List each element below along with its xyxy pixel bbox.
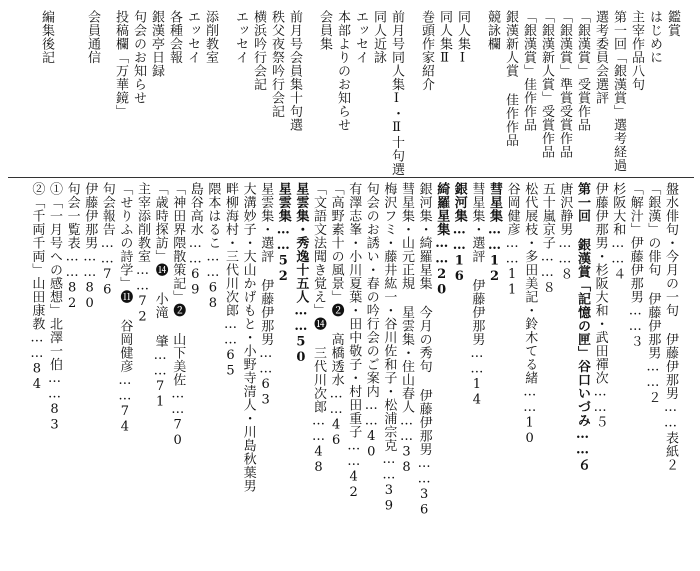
toc-entry: 大溝妙子・大山かげもと・小野寺清人・川島秋葉男 [240, 182, 256, 493]
toc-entry: 松代展枝・多田美記・鈴木てる緒……10 [522, 182, 538, 447]
toc-entry: 銀河集……16 [451, 182, 467, 285]
section-heading: エッセイ [185, 10, 200, 64]
toc-entry: 「文語文法聞き覚え」⓮ 三代川次郎……48 [311, 182, 326, 476]
section-heading: 第一回「銀漢賞」選考経過 [611, 10, 626, 172]
section-heading: エッセイ [233, 10, 248, 64]
section-heading: 「銀漢賞」準賞受賞作品 [557, 10, 572, 159]
toc-entry: ②「千両千両」山田康教……84 [29, 182, 45, 393]
section-heading: 横浜吟行会記 [251, 10, 266, 91]
toc-entry: ①「一月号への感想」北澤一伯……83 [47, 182, 62, 433]
section-heading: 同人集Ⅱ [437, 10, 452, 66]
section-heading: 鑑賞 [665, 10, 680, 37]
section-heading: 競詠欄 [485, 10, 500, 51]
section-heading: 句会のお知らせ [131, 10, 146, 105]
section-heading: 投稿欄「万華鏡」 [113, 10, 128, 118]
toc-entry: 「銀漢」の俳句 伊藤伊那男……２ [645, 182, 661, 404]
toc-entry: 彗星集・山元正規 星雲集・住山春人……38 [399, 182, 414, 476]
toc-entry: 句会一覧表……82 [64, 182, 80, 312]
toc-entry: 杉阪大和……４ [610, 182, 626, 281]
section-heading: 各種会報 [167, 10, 182, 64]
toc-entry: 「神田界隈散策記」❷ 山下美佐……70 [170, 182, 186, 449]
section-heading: はじめに [647, 10, 662, 64]
toc-entry: 「せりふの詩学」⓫ 谷岡健彦……74 [117, 182, 133, 435]
section-heading: 「銀漢賞」佳作作品 [521, 10, 536, 132]
divider-rule [8, 177, 694, 178]
section-heading: 「銀漢賞」受賞作品 [575, 10, 590, 132]
section-heading: 同人集Ⅰ [455, 10, 470, 66]
toc-entry: 「高野素十の風景」❷ 高橋透水……46 [328, 182, 344, 449]
toc-entry: 畔柳海村・三代川次郎……65 [223, 182, 238, 379]
toc-entry: 五十嵐京子……８ [539, 182, 555, 294]
toc-entry: 有澤志峯・小川夏葉・田中敬子・村田重子……42 [346, 182, 362, 501]
toc-entry: 谷岡健彦……11 [504, 182, 520, 298]
toc-entry: 盤水俳句・今月の一句 伊藤伊那男……表紙２ [663, 182, 678, 472]
section-heading: 銀漢亭日録 [149, 10, 164, 78]
toc-entry: 島谷高水……69 [187, 182, 203, 298]
toc-entry: 伊藤伊那男・杉阪大和・武田禪次……５ [592, 182, 608, 429]
toc-entry: 第一回 銀漢賞「記憶の匣」谷口いづみ……６ [575, 182, 590, 472]
section-heading: 会員通信 [85, 10, 100, 64]
toc-entry: 句会のお誘い・春の吟行会のご案内……40 [363, 182, 379, 460]
toc-entry: 隈本はるこ……68 [205, 182, 221, 312]
section-heading: 前月号会員集十句選 [287, 10, 302, 132]
section-heading: 主宰作品八句 [629, 10, 644, 91]
toc-entry: 銀河集・綺羅星集 今月の秀句 伊藤伊那男……36 [416, 182, 432, 518]
section-heading: 同人近詠 [371, 10, 386, 64]
toc-entry: 伊藤伊那男……80 [82, 182, 98, 312]
section-heading: 本部よりのお知らせ [335, 10, 350, 132]
section-heading: 銀漢新人賞 佳作作品 [503, 10, 518, 147]
toc-entry: 「解汁」伊藤伊那男……３ [627, 182, 643, 348]
section-heading: 秩父夜祭吟行会記 [269, 10, 284, 118]
toc-entry: 綺羅星集……20 [434, 182, 450, 298]
toc-entry: 「歳時探訪」⓮ 小滝 肇……71 [152, 182, 168, 410]
section-heading: 選考委員会選評 [593, 10, 608, 105]
section-heading: 巻頭作家紹介 [419, 10, 434, 91]
toc-entry: 星雲集・秀逸十五人……50 [293, 182, 309, 366]
section-heading: 編集後記 [39, 10, 54, 64]
toc-entry: 彗星集・選評 伊藤伊那男……14 [469, 182, 485, 408]
section-heading: 会員集 [317, 10, 332, 51]
section-heading: エッセイ [353, 10, 368, 64]
toc-entry: 主宰添削教室……72 [135, 182, 150, 325]
toc-entry: 星雲集・選評 伊藤伊那男……63 [258, 182, 274, 408]
section-heading: 前月号同人集Ⅰ・Ⅱ十句選 [389, 10, 404, 176]
toc-entry: 梅沢フミ・藤井紘一・谷川佐和子・松浦宗克……39 [381, 182, 397, 514]
toc-entry: 彗星集……12 [487, 182, 502, 285]
toc-entry: 唐沢静男……８ [557, 182, 573, 281]
toc-entry: 句会報告……76 [99, 182, 115, 298]
section-heading: 「銀漢新人賞」受賞作品 [539, 10, 554, 159]
section-heading: 添削教室 [203, 10, 218, 64]
toc-entry: 星雲集……52 [275, 182, 291, 285]
